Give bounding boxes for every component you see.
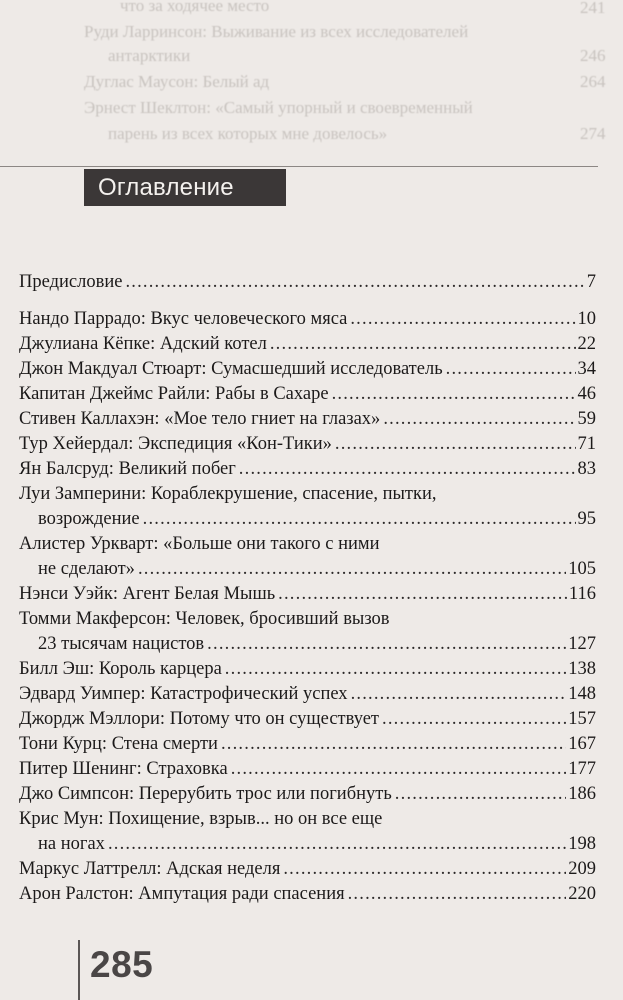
toc-entry-title: Джулиана Кёпке: Адский котел (19, 334, 267, 354)
toc-entry-title: Эдвард Уимпер: Катастрофический успех (19, 684, 348, 704)
dot-leader (351, 682, 567, 707)
toc-entry-title: Джордж Мэллори: Потому что он существует (19, 709, 380, 729)
toc-entry-page: 105 (568, 559, 596, 579)
dot-leader (283, 857, 566, 882)
dot-leader (143, 507, 576, 532)
toc-entry-title-continued: на ногах (38, 834, 105, 854)
toc-entry-title: Нэнси Уэйк: Агент Белая Мышь (19, 584, 276, 604)
toc-entry (19, 682, 596, 707)
toc-entry (19, 757, 596, 782)
toc-entry-title: Джон Макдуал Стюарт: Сумасшедший исследователь (19, 359, 443, 379)
toc-entry (19, 432, 596, 457)
toc-entry-title: Предисловие (19, 272, 123, 292)
toc-entry-title: Джо Симпсон: Перерубить трос или погибнуть (19, 784, 392, 804)
toc-entry-title: Луи Замперини: Кораблекрушение, спасение, пытки, (19, 484, 437, 504)
bleed-line: что за ходячее место (120, 0, 270, 15)
toc-entry (19, 532, 596, 582)
dot-leader (348, 882, 567, 907)
dot-leader (332, 382, 576, 407)
toc-entry-title: Питер Шенинг: Страховка (19, 759, 228, 779)
bleed-page-number: 246 (580, 46, 606, 65)
toc-entry-page: 127 (568, 634, 596, 654)
toc-entry (19, 857, 596, 882)
toc-entry (19, 270, 596, 295)
folio-rule (78, 940, 80, 1000)
toc-entry-title: Маркус Латтрелл: Адская неделя (19, 859, 281, 879)
toc-entry-title: Томми Макферсон: Человек, бросивший вызов (19, 609, 390, 629)
toc-entry (19, 357, 596, 382)
toc-entry (19, 407, 596, 432)
dot-leader (225, 657, 566, 682)
dot-leader (350, 307, 575, 332)
dot-leader (138, 557, 566, 582)
toc-entry-title-continued: 23 тысячам нацистов (38, 634, 205, 654)
toc-entry-page: 116 (568, 584, 596, 604)
bleed-line: антарктики (108, 46, 191, 65)
toc-entry (19, 382, 596, 407)
toc-entry-page: 186 (568, 784, 596, 804)
bleed-page-number: 241 (580, 0, 606, 17)
dot-leader (335, 432, 576, 457)
bleed-line: Дуглас Маусон: Белый ад (84, 72, 270, 91)
toc-entry-title: Капитан Джеймс Райли: Рабы в Сахаре (19, 384, 329, 404)
toc-entry (19, 657, 596, 682)
toc-entry (19, 732, 596, 757)
dot-leader (108, 832, 566, 857)
toc-entry-page: 138 (568, 659, 596, 679)
bleed-page-number: 274 (580, 124, 606, 143)
dot-leader (125, 270, 584, 295)
toc-entry (19, 807, 596, 857)
toc-entry-page: 59 (577, 409, 596, 429)
dot-leader (278, 582, 567, 607)
dot-leader (395, 782, 566, 807)
dot-leader (239, 457, 576, 482)
bleed-line: Руди Ларринсон: Выживание из всех исследователей (84, 22, 469, 41)
toc-entry-page: 7 (586, 272, 596, 292)
page-number: 285 (90, 944, 154, 985)
header-rule (0, 166, 598, 167)
toc-entry-page: 71 (577, 434, 596, 454)
table-of-contents (19, 270, 596, 907)
toc-entry (19, 607, 596, 657)
dot-leader (231, 757, 567, 782)
toc-entry-page: 34 (577, 359, 596, 379)
bleed-line: Эрнест Шеклтон: «Самый упорный и своевременный (84, 98, 473, 117)
toc-entry-title: Арон Ралстон: Ампутация ради спасения (19, 884, 345, 904)
toc-entry-title: Тони Курц: Стена смерти (19, 734, 218, 754)
toc-entry-page: 157 (568, 709, 596, 729)
toc-entry (19, 782, 596, 807)
toc-entry (19, 457, 596, 482)
toc-entry-page: 220 (568, 884, 596, 904)
toc-entry-title-continued: возрождение (38, 509, 140, 529)
toc-entry-page: 10 (577, 309, 596, 329)
dot-leader (383, 407, 575, 432)
toc-entry-title-continued: не сделают» (38, 559, 135, 579)
dot-leader (446, 357, 576, 382)
toc-entry-page: 83 (577, 459, 596, 479)
bleed-line: парень из всех которых мне довелось» (108, 124, 388, 143)
dot-leader (382, 707, 566, 732)
toc-entry-title: Крис Мун: Похищение, взрыв... но он все еще (19, 809, 383, 829)
toc-entry-page: 167 (568, 734, 596, 754)
toc-entry-page: 209 (568, 859, 596, 879)
contents-heading (84, 169, 286, 206)
toc-entry-page: 198 (568, 834, 596, 854)
toc-entry-title: Билл Эш: Король карцера (19, 659, 222, 679)
toc-entry-page: 22 (577, 334, 596, 354)
previous-page-bleed-through (0, 0, 623, 165)
toc-entry-page: 95 (577, 509, 596, 529)
toc-entry-title: Алистер Уркварт: «Больше они такого с ними (19, 534, 380, 554)
toc-entry-page: 177 (568, 759, 596, 779)
toc-entry-page: 46 (577, 384, 596, 404)
dot-leader (207, 632, 566, 657)
bleed-page-number: 264 (580, 72, 606, 91)
toc-entry (19, 482, 596, 532)
toc-entry (19, 307, 596, 332)
dot-leader (270, 332, 576, 357)
dot-leader (221, 732, 566, 757)
toc-entry-page: 148 (568, 684, 596, 704)
toc-entry-title: Нандо Паррадо: Вкус человеческого мяса (19, 309, 348, 329)
contents-heading-text: Оглавление (98, 174, 234, 201)
toc-entry-title: Тур Хейердал: Экспедиция «Кон-Тики» (19, 434, 332, 454)
toc-entry (19, 332, 596, 357)
toc-entry-title: Ян Балсруд: Великий побег (19, 459, 236, 479)
toc-entry (19, 707, 596, 732)
toc-entry-title: Стивен Каллахэн: «Мое тело гниет на глазах» (19, 409, 381, 429)
toc-entry (19, 882, 596, 907)
toc-entry (19, 582, 596, 607)
